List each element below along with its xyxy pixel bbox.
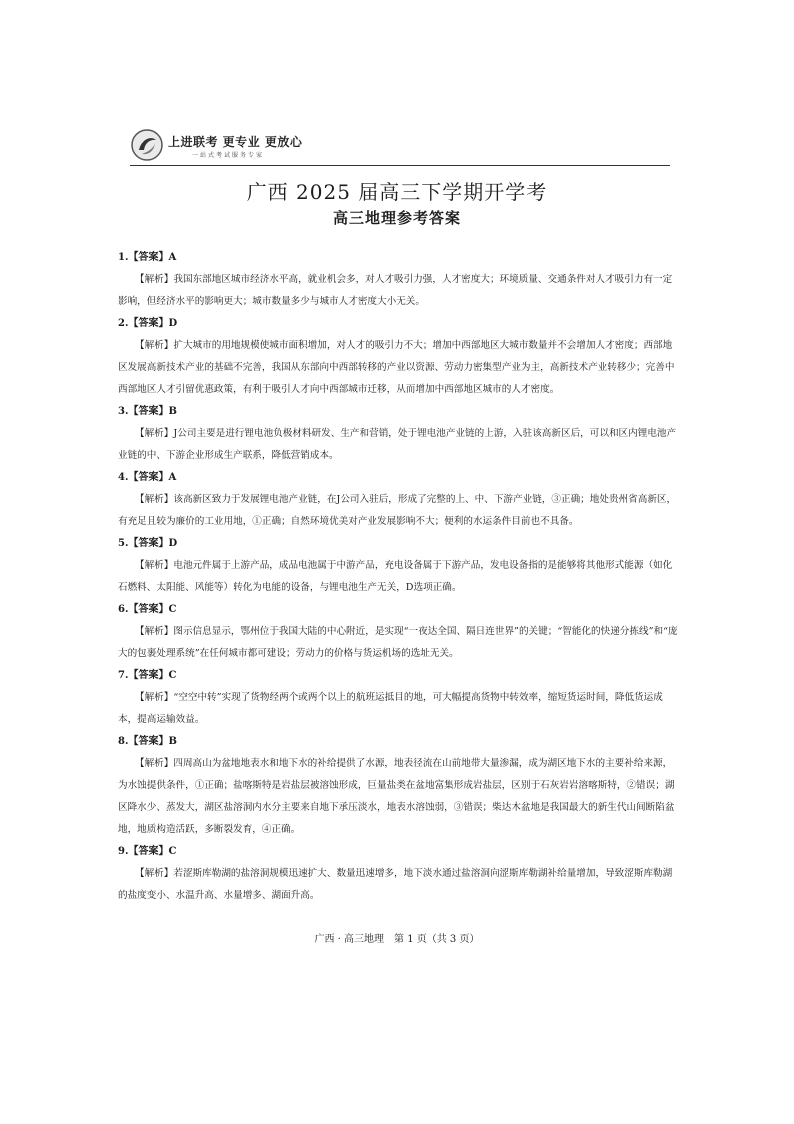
answer-item-9 [118,841,678,907]
answer-item-4 [118,467,678,533]
logo-slogan: 上进联考 更专业 更放心 [168,135,303,149]
answer-label: 7.【答案】C [118,670,177,681]
explanation-text: 【解析】电池元件属于上游产品，成品电池属于中游产品，充电设备属于下游产品，发电设备指的是能够将其他形式能源（如化石燃料、太阳能、风能等）转化为电能的设备，与锂电池生产无关，D选项正确。 [118,560,673,593]
explanation-text: 【解析】图示信息显示，鄂州位于我国大陆的中心附近，是实现“一夜达全国、隔日连世界”的关键；“智能化的快递分拣线”和“庞大的包裹处理系统”在任何城市都可建设；劳动力的价格与货运机场的选址无关。 [118,626,678,659]
page-footer: 广西 · 高三地理 第 1 页（共 3 页） [314,934,480,945]
answer-item-8 [118,731,678,841]
answer-label: 5.【答案】D [118,538,178,549]
explanation-text: 【解析】我国东部地区城市经济水平高，就业机会多，对人才吸引力强，人才密度大；环境质量、交通条件对人才吸引力有一定影响，但经济水平的影响更大；城市数量多少与城市人才密度大小无关。 [118,274,673,307]
answer-label: 6.【答案】C [118,604,177,615]
header-logo [130,128,670,164]
explanation-text: 【解析】“空空中转”实现了货物经两个或两个以上的航班运抵目的地，可大幅提高货物中转效率，缩短货运时间，降低货运成本，提高运输效益。 [118,692,663,725]
answer-label: 2.【答案】D [118,318,178,329]
header-divider [130,165,670,166]
explanation-text: 【解析】若涩斯库勒湖的盐溶洞规模迅速扩大、数量迅速增多，地下淡水通过盐溶洞向涩斯库勒湖补给量增加，导致涩斯库勒湖的盐度变小、水温升高、水量增多、湖面升高。 [118,868,673,901]
logo-subtitle: 一站式考试服务专家 [192,152,265,159]
answer-label: 4.【答案】A [118,472,177,483]
answer-label: 1.【答案】A [118,252,177,263]
explanation-text: 【解析】J公司主要是进行锂电池负极材料研发、生产和营销，处于锂电池产业链的上游，入驻该高新区后，可以和区内锂电池产业链的中、下游企业形成生产联系，降低营销成本。 [118,428,677,461]
page-subtitle: 高三地理参考答案 [332,209,461,227]
answer-item-1 [118,247,678,313]
answer-list [118,247,678,907]
answer-item-6 [118,599,678,665]
explanation-text: 【解析】扩大城市的用地规模使城市面积增加，对人才的吸引力不大；增加中西部地区大城市数量并不会增加人才密度；西部地区发展高新技术产业的基础不完善，我国从东部向中西部转移的产业以资源、劳动力密集型产业为主，高新技术产业转移少；完善中西部地区人才引留优惠政策，有利于吸引人才向中西部城市迁移，从而增加中西部地区城市的人才密度。 [118,340,675,395]
answer-item-2 [118,313,678,401]
answer-item-7 [118,665,678,731]
answer-item-5 [118,533,678,599]
page-title: 广西 2025 届高三下学期开学考 [246,180,548,204]
answer-item-3 [118,401,678,467]
answer-label: 3.【答案】B [118,406,177,417]
answer-label: 9.【答案】C [118,846,177,857]
explanation-text: 【解析】该高新区致力于发展锂电池产业链，在J公司入驻后，形成了完整的上、中、下游产业链，③正确；地处贵州省高新区，有充足且较为廉价的工业用地，①正确；自然环境优美对产业发展影响不大；便利的水运条件目前也不具备。 [118,494,677,527]
explanation-text: 【解析】四周高山为盆地地表水和地下水的补给提供了水源，地表径流在山前地带大量渗漏，成为湖区地下水的主要补给来源，为水蚀提供条件，①正确；盐喀斯特是岩盐层被溶蚀形成，巨量盐类在盆地富集形成岩盐层，区别于石灰岩岩溶喀斯特，②错误；湖区降水少、蒸发大，湖区盐溶洞内水分主要来自地下承压淡水，地表水溶蚀弱，③错误；柴达木盆地是我国最大的新生代山间断陷盆地，地质构造活跃，多断裂发育，④正确。 [118,758,675,835]
logo-swirl-icon [130,128,164,162]
answer-label: 8.【答案】B [118,736,177,747]
